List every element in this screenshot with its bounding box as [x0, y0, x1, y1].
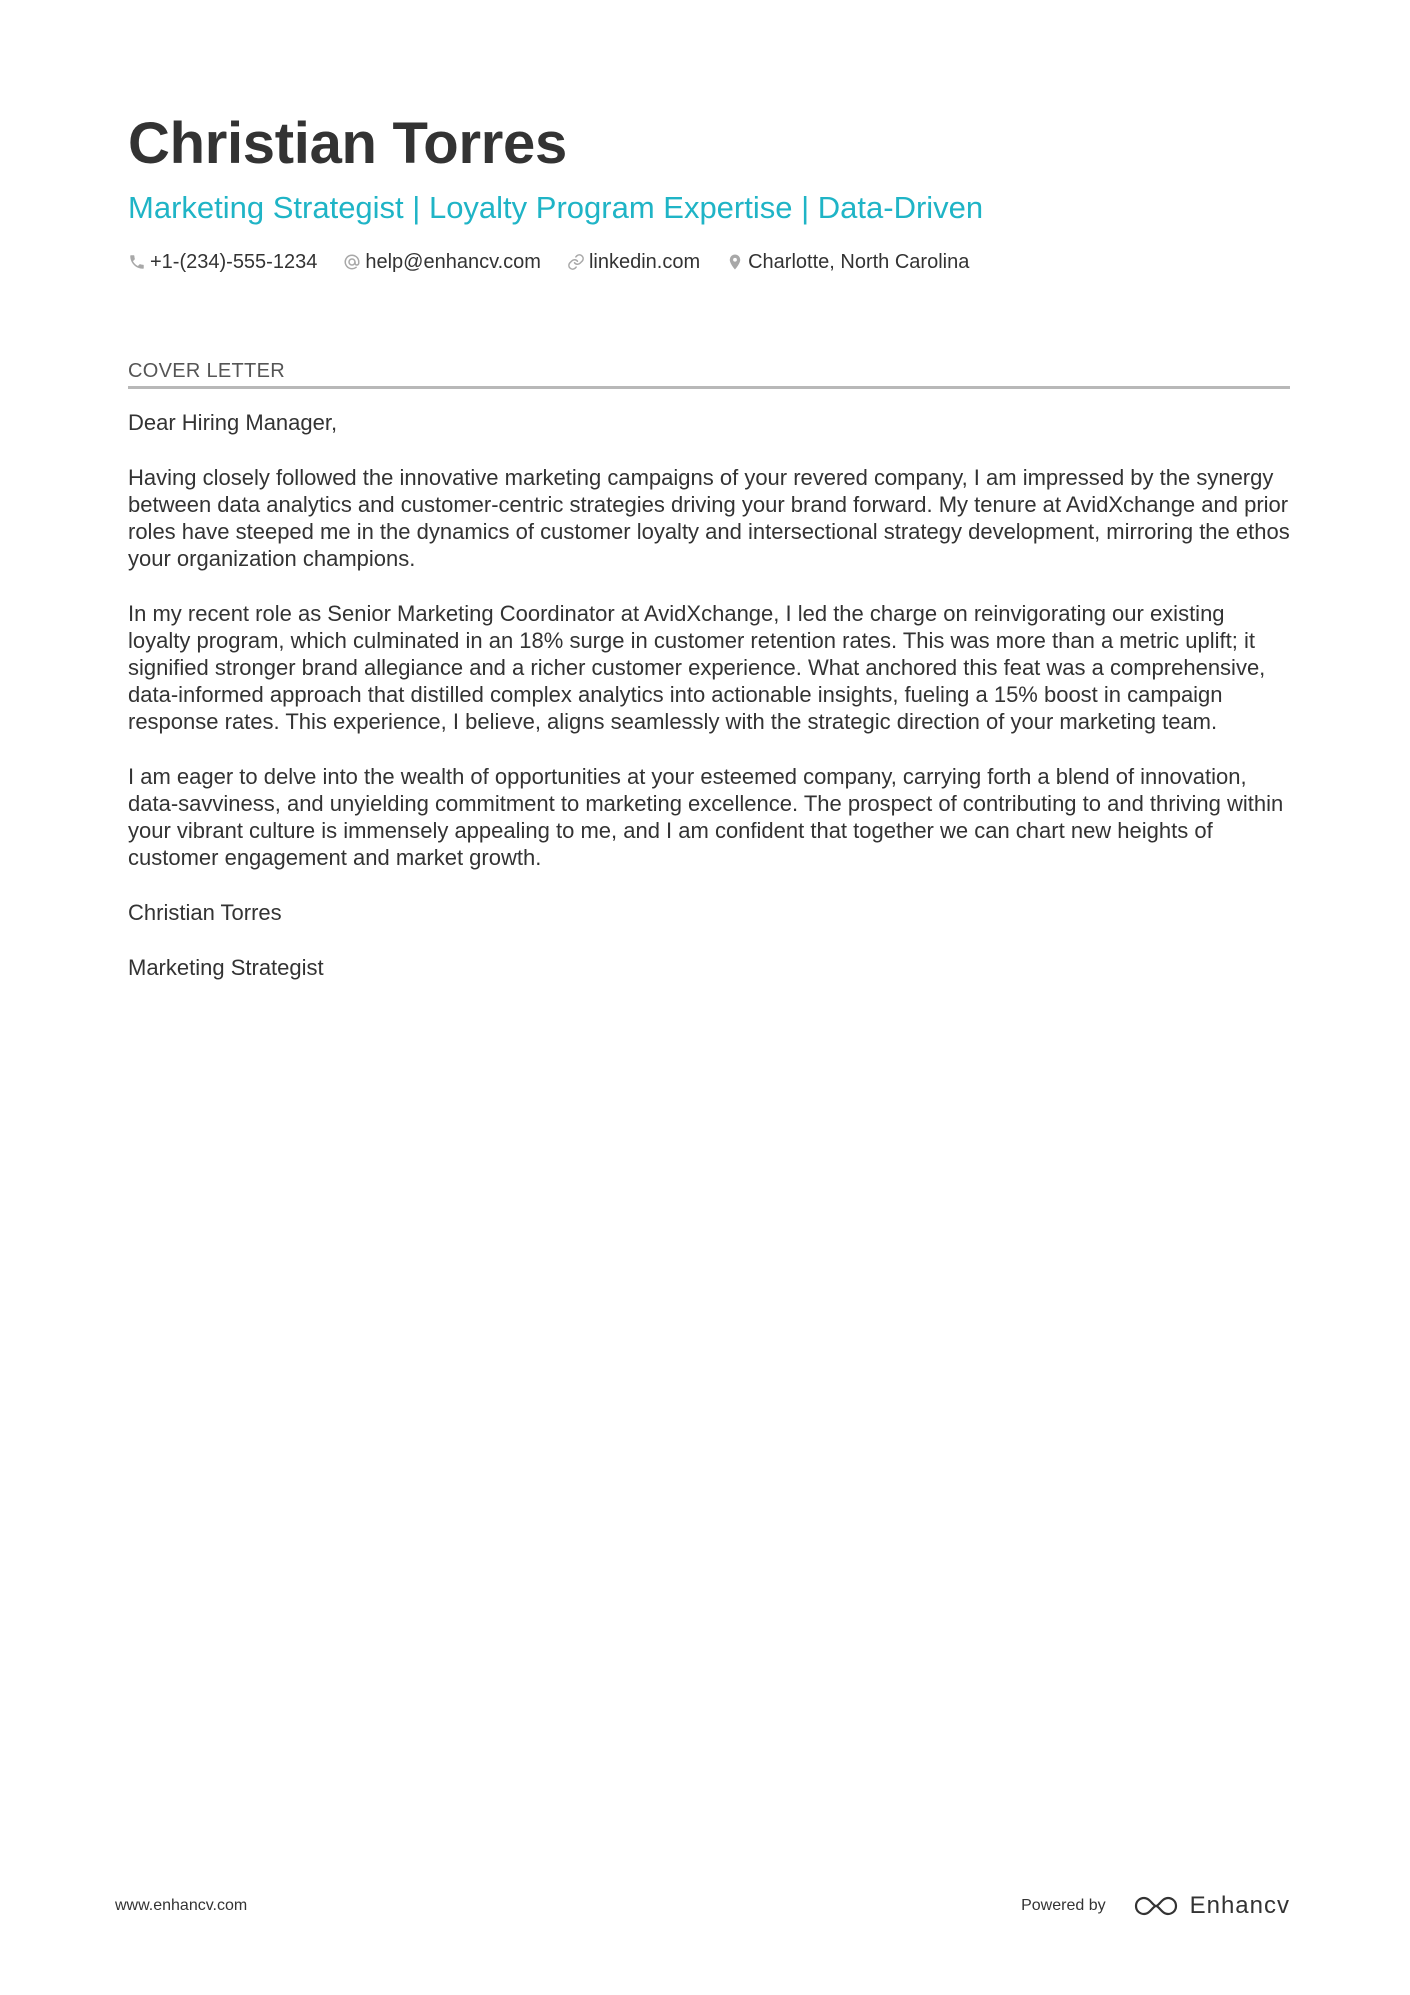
candidate-tagline: Marketing Strategist | Loyalty Program Expertise | Data-Driven [128, 190, 984, 225]
link-icon [567, 253, 585, 271]
brand [1132, 1892, 1290, 1920]
enhancv-logo-icon [1132, 1893, 1180, 1919]
contact-bar [128, 248, 1288, 276]
contact-website[interactable] [567, 251, 700, 274]
contact-location [726, 251, 969, 274]
letter-paragraph: I am eager to delve into the wealth of opportunities at your esteemed company, carrying forth a blend of innovation, data-savviness, and unyielding commitment to marketing excellence. The prospect of contributing to and thriving within your vibrant culture is immensely appealing to me, and I am confident that together we can chart new heights of customer engagement and market growth. [128, 764, 1284, 870]
header [128, 108, 1288, 276]
powered-by-badge[interactable] [1021, 1892, 1290, 1920]
phone-value: +1-(234)-555-1234 [150, 250, 318, 273]
candidate-name: Christian Torres [128, 111, 567, 176]
footer-url[interactable]: www.enhancv.com [115, 1897, 248, 1914]
footer [115, 1886, 1290, 1926]
letter-paragraph: In my recent role as Senior Marketing Coordinator at AvidXchange, I led the charge on reinvigorating our existing loyalty program, which culminated in an 18% surge in customer retention rates. This was more than a metric uplift; it signified stronger brand allegiance and a richer customer experience. What anchored this feat was a comprehensive, data-informed approach that distilled complex analytics into actionable insights, fueling a 15% boost in campaign response rates. This experience, I believe, aligns seamlessly with the strategic direction of your marketing team. [128, 601, 1266, 734]
salutation: Dear Hiring Manager, [128, 410, 338, 435]
email-value: help@enhancv.com [365, 250, 541, 273]
location-value: Charlotte, North Carolina [748, 250, 970, 273]
letter-body [128, 409, 1290, 981]
at-icon [343, 253, 361, 271]
brand-name: Enhancv [1189, 1892, 1290, 1919]
phone-icon [128, 253, 146, 271]
website-value: linkedin.com [588, 250, 701, 273]
powered-by-label: Powered by [1021, 1897, 1106, 1914]
location-pin-icon [726, 253, 744, 271]
contact-email[interactable] [343, 251, 541, 274]
signature-name: Christian Torres [128, 900, 282, 925]
cover-letter-section [128, 358, 1290, 1009]
letter-paragraph: Having closely followed the innovative marketing campaigns of your revered company, I am impressed by the synergy between data analytics and customer-centric strategies driving your brand forward. My tenure at AvidXchange and prior roles have steeped me in the dynamics of customer loyalty and intersectional strategy development, mirroring the ethos your organization champions. [128, 465, 1290, 571]
signature-title: Marketing Strategist [128, 955, 324, 980]
contact-phone[interactable] [128, 251, 317, 274]
section-title: COVER LETTER [128, 358, 1290, 389]
